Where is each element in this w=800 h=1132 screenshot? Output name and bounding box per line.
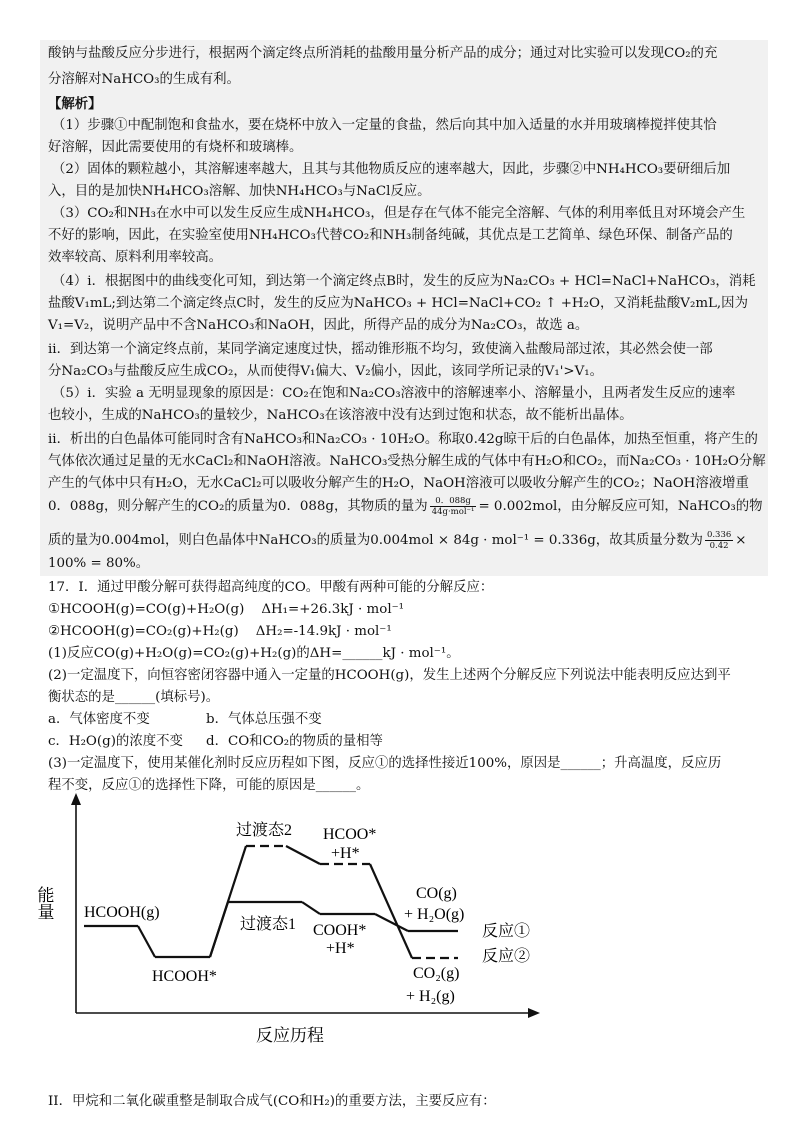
question-17-part-1: (1)反应CO(g)+H₂O(g)=CO₂(g)+H₂(g)的ΔH=______kJ · mol⁻¹。 <box>48 646 460 661</box>
fraction-numerator: 0.336 <box>706 530 732 540</box>
question-17-part-2: 衡状态的是______(填标号)。 <box>48 690 220 705</box>
label-co2-gas: CO₂(g) <box>413 965 460 982</box>
solution-paragraph-2: 入，目的是加快NH₄HCO₃溶解、加快NH₄HCO₃与NaCl反应。 <box>48 184 431 199</box>
label-h-adsorbed-1: +H* <box>331 845 360 862</box>
legend-reaction-1: 反应① <box>482 923 531 940</box>
calc-text: × <box>735 533 747 548</box>
question-17-part-3: (3)一定温度下，使用某催化剂时反应历程如下图，反应①的选择性接近100%，原因是______；升高温度，反应历 <box>48 756 722 771</box>
question-17-part-2: (2)一定温度下，向恒容密闭容器中通入一定量的HCOOH(g)，发生上述两个分解反应下列说法中能表明反应达到平 <box>48 668 731 683</box>
solution-paragraph-5-ii: 气体依次通过足量的无水CaCl₂和NaOH溶液。NaHCO₃受热分解生成的气体中有H₂O和CO₂，而Na₂CO₃ · 10H₂O分解 <box>48 454 766 469</box>
label-hcooh-gas: HCOOH(g) <box>84 904 160 921</box>
solution-paragraph-5: 也较小，生成的NaHCO₃的量较少，NaHCO₃在该溶液中没有达到过饱和状态，故不能析出晶体。 <box>48 408 633 423</box>
label-h2-gas: + H₂(g) <box>406 988 455 1005</box>
fraction-moles-co2 <box>430 496 477 517</box>
question-17-part-3: 程不变，反应①的选择性下降，可能的原因是______。 <box>48 778 370 793</box>
solution-paragraph-4: 盐酸V₁mL;到达第二个滴定终点C时，发生的反应为NaHCO₃ + HCl=NaCl+CO₂ ↑ +H₂O，又消耗盐酸V₂mL,因为 <box>48 296 748 311</box>
y-axis-arrow <box>71 793 81 805</box>
label-co-gas: CO(g) <box>416 885 457 902</box>
solution-paragraph-2: （2）固体的颗粒越小，其溶解速率越大，且其与其他物质反应的速率越大，因此，步骤②中NH₄HCO₃要研细后加 <box>52 162 731 177</box>
option-b: b．气体总压强不变 <box>206 712 322 727</box>
solution-paragraph-5: （5）i．实验 a 无明显现象的原因是：CO₂在饱和Na₂CO₃溶液中的溶解速率小、溶解量小，且两者发生反应的速率 <box>52 386 736 401</box>
solution-paragraph-4: （4）i．根据图中的曲线变化可知，到达第一个滴定终点B时，发生的反应为Na₂CO₃ + HCl=NaCl+NaHCO₃，消耗 <box>52 274 756 289</box>
fraction-numerator: 0．088g <box>430 496 477 507</box>
solution-paragraph-3: 不好的影响，因此，在实验室使用NH₄HCO₃代替CO₂和NH₃制备纯碱，其优点是工艺简单、绿色环保、制备产品的 <box>48 228 733 243</box>
option-a: a．气体密度不变 <box>48 712 150 727</box>
label-hcooh-adsorbed: HCOOH* <box>152 968 217 985</box>
solution-paragraph-4-ii: 分Na₂CO₃与盐酸反应生成CO₂，从而使得V₁偏大、V₂偏小，因此，该同学所记录的V₁'>V₁。 <box>48 364 604 379</box>
label-h-adsorbed-2: +H* <box>326 940 355 957</box>
solution-intro-line: 酸钠与盐酸反应分步进行，根据两个滴定终点所消耗的盐酸用量分析产品的成分；通过对比实验可以发现CO₂的充 <box>48 46 718 61</box>
solution-paragraph-1: 好溶解，因此需要使用的有烧杯和玻璃棒。 <box>48 140 303 155</box>
fraction-mass-ratio <box>705 530 733 551</box>
option-c: c．H₂O(g)的浓度不变 <box>48 734 183 749</box>
y-axis-label: 能量 <box>34 886 54 920</box>
solution-intro-line: 分溶解对NaHCO₃的生成有利。 <box>48 72 240 87</box>
solution-paragraph-1: （1）步骤①中配制饱和食盐水，要在烧杯中放入一定量的食盐，然后向其中加入适量的水并用玻璃棒搅拌使其恰 <box>52 118 717 133</box>
reaction-1: ①HCOOH(g)=CO(g)+H₂O(g) ΔH₁=+26.3kJ · mol⁻¹ <box>48 602 405 617</box>
solution-paragraph-5-ii: 产生的气体中只有H₂O，无水CaCl₂可以吸收分解产生的H₂O，NaOH溶液可以吸收分解产生的CO₂；NaOH溶液增重 <box>48 476 749 491</box>
analysis-heading: 【解析】 <box>48 96 102 112</box>
solution-paragraph-4: V₁=V₂，说明产品中不含NaHCO₃和NaOH，因此，所得产品的成分为Na₂CO₃，故选 a。 <box>48 318 589 333</box>
label-hcoo-adsorbed: HCOO* <box>323 826 377 843</box>
solution-paragraph-5-ii: ii．析出的白色晶体可能同时含有NaHCO₃和Na₂CO₃ · 10H₂O。称取0.42g晾干后的白色晶体，加热至恒重，将产生的 <box>48 432 758 447</box>
solution-paragraph-3: （3）CO₂和NH₃在水中可以发生反应生成NH₄HCO₃，但是存在气体不能完全溶解、气体的利用率低且对环境会产生 <box>52 206 746 221</box>
question-17-intro: 17．I．通过甲酸分解可获得超高纯度的CO。甲酸有两种可能的分解反应： <box>48 580 494 595</box>
reaction-2: ②HCOOH(g)=CO₂(g)+H₂(g) ΔH₂=-14.9kJ · mol⁻¹ <box>48 624 392 639</box>
x-axis-label: 反应历程 <box>256 1026 324 1045</box>
calc-text: 0．088g，则分解产生的CO₂的质量为0．088g，其物质的量为 <box>48 499 428 514</box>
solution-paragraph-4-ii: ii．到达第一个滴定终点前，某同学滴定速度过快，摇动锥形瓶不均匀，致使滴入盐酸局部过浓，其必然会使一部 <box>48 342 713 357</box>
label-transition-state-2: 过渡态2 <box>236 822 293 839</box>
solution-paragraph-5-ii-calc <box>48 530 747 551</box>
legend-reaction-2: 反应② <box>482 948 531 965</box>
fraction-denominator: 44g·mol⁻¹ <box>431 507 475 517</box>
label-transition-state-1: 过渡态1 <box>240 916 297 933</box>
fraction-denominator: 0.42 <box>709 541 729 551</box>
question-17-part-II: II．甲烷和二氧化碳重整是制取合成气(CO和H₂)的重要方法，主要反应有： <box>48 1094 496 1109</box>
calc-text: 质的量为0.004mol，则白色晶体中NaHCO₃的质量为0.004mol × 84g · mol⁻¹ = 0.336g，故其质量分数为 <box>48 533 703 548</box>
label-cooh-adsorbed: COOH* <box>313 922 367 939</box>
x-axis-arrow <box>528 1008 540 1018</box>
label-h2o-gas: + H₂O(g) <box>404 906 465 923</box>
calc-text: = 0.002mol，由分解反应可知，NaHCO₃的物 <box>478 499 763 514</box>
energy-profile-diagram <box>0 785 800 1055</box>
option-d: d．CO和CO₂的物质的量相等 <box>206 734 383 749</box>
solution-paragraph-5-ii-calc <box>48 496 763 517</box>
solution-paragraph-3: 效率较高、原料利用率较高。 <box>48 250 223 265</box>
solution-result: 100% = 80%。 <box>48 556 150 571</box>
